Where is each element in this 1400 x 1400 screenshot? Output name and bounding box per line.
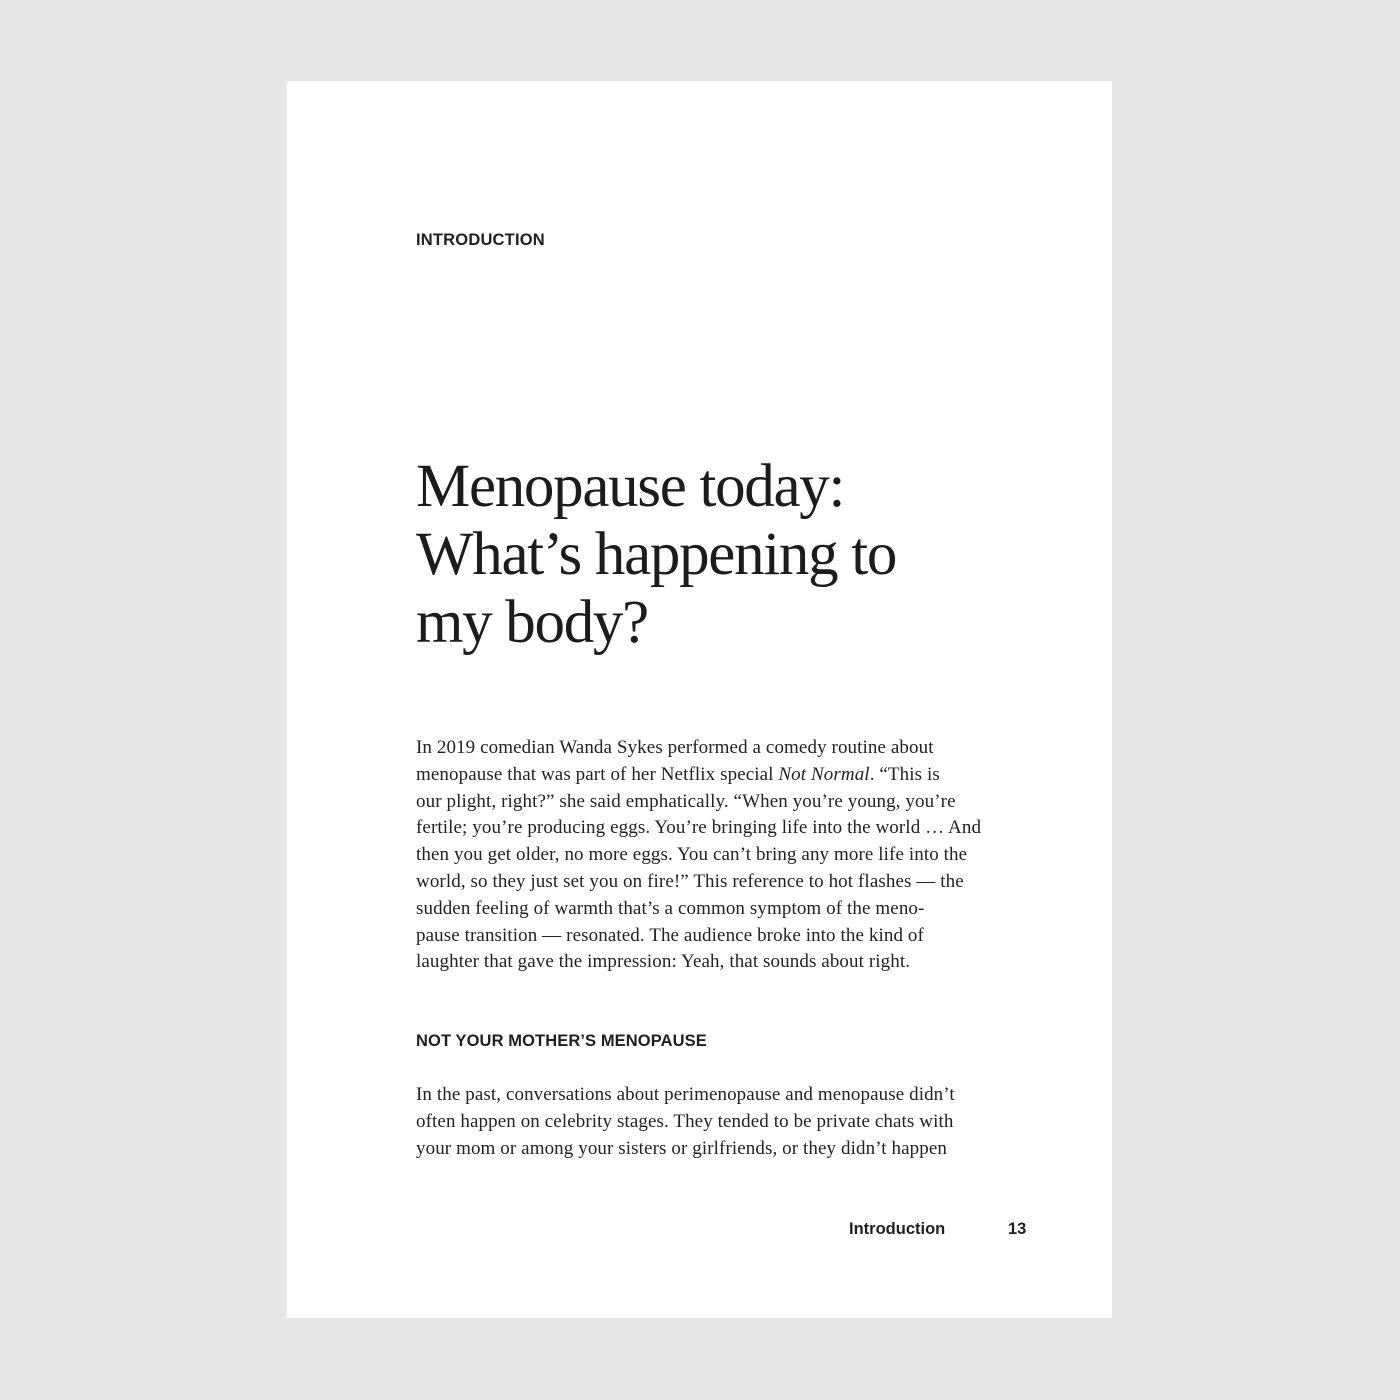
book-page [287, 81, 1112, 1318]
paragraph-line: often happen on celebrity stages. They tended to be private chats with [416, 1110, 954, 1132]
paragraph-line: laughter that gave the impression: Yeah, that sounds about right. [416, 951, 911, 973]
paragraph-line: pause transition — resonated. The audience broke into the kind of [416, 924, 924, 946]
special-title: Not Normal [778, 763, 870, 785]
paragraph-line: In 2019 comedian Wanda Sykes performed a comedy routine about [416, 737, 934, 758]
page-number: 13 [1008, 1220, 1027, 1238]
paragraph-text: menopause that was part of her Netflix special [416, 763, 779, 785]
paragraph-line: world, so they just set you on fire!” This reference to hot flashes — the [416, 870, 964, 892]
subheading: NOT YOUR MOTHER’S MENOPAUSE [416, 1032, 707, 1050]
paragraph-line: sudden feeling of warmth that’s a common symptom of the meno- [416, 897, 925, 919]
paragraph-line: In the past, conversations about perimenopause and menopause didn’t [416, 1084, 955, 1105]
title-line: my body? [416, 589, 648, 656]
title-line: Menopause today: [416, 453, 845, 520]
paragraph-line [416, 762, 1036, 789]
paragraph-line: fertile; you’re producing eggs. You’re bringing life into the world … And [416, 817, 982, 839]
paragraph-text: . “This is [869, 763, 940, 785]
title-line: What’s happening to [416, 521, 897, 588]
page-title [416, 453, 896, 657]
section-label: INTRODUCTION [416, 231, 545, 249]
paragraph-line: our plight, right?” she said emphatically. “When you’re young, you’re [416, 790, 956, 812]
paragraph-line: your mom or among your sisters or girlfriends, or they didn’t happen [416, 1137, 947, 1159]
paragraph-line: then you get older, no more eggs. You can’t bring any more life into the [416, 844, 968, 866]
intro-paragraph [416, 735, 1036, 976]
running-footer-section: Introduction [849, 1220, 946, 1238]
body-paragraph [416, 1082, 1036, 1162]
